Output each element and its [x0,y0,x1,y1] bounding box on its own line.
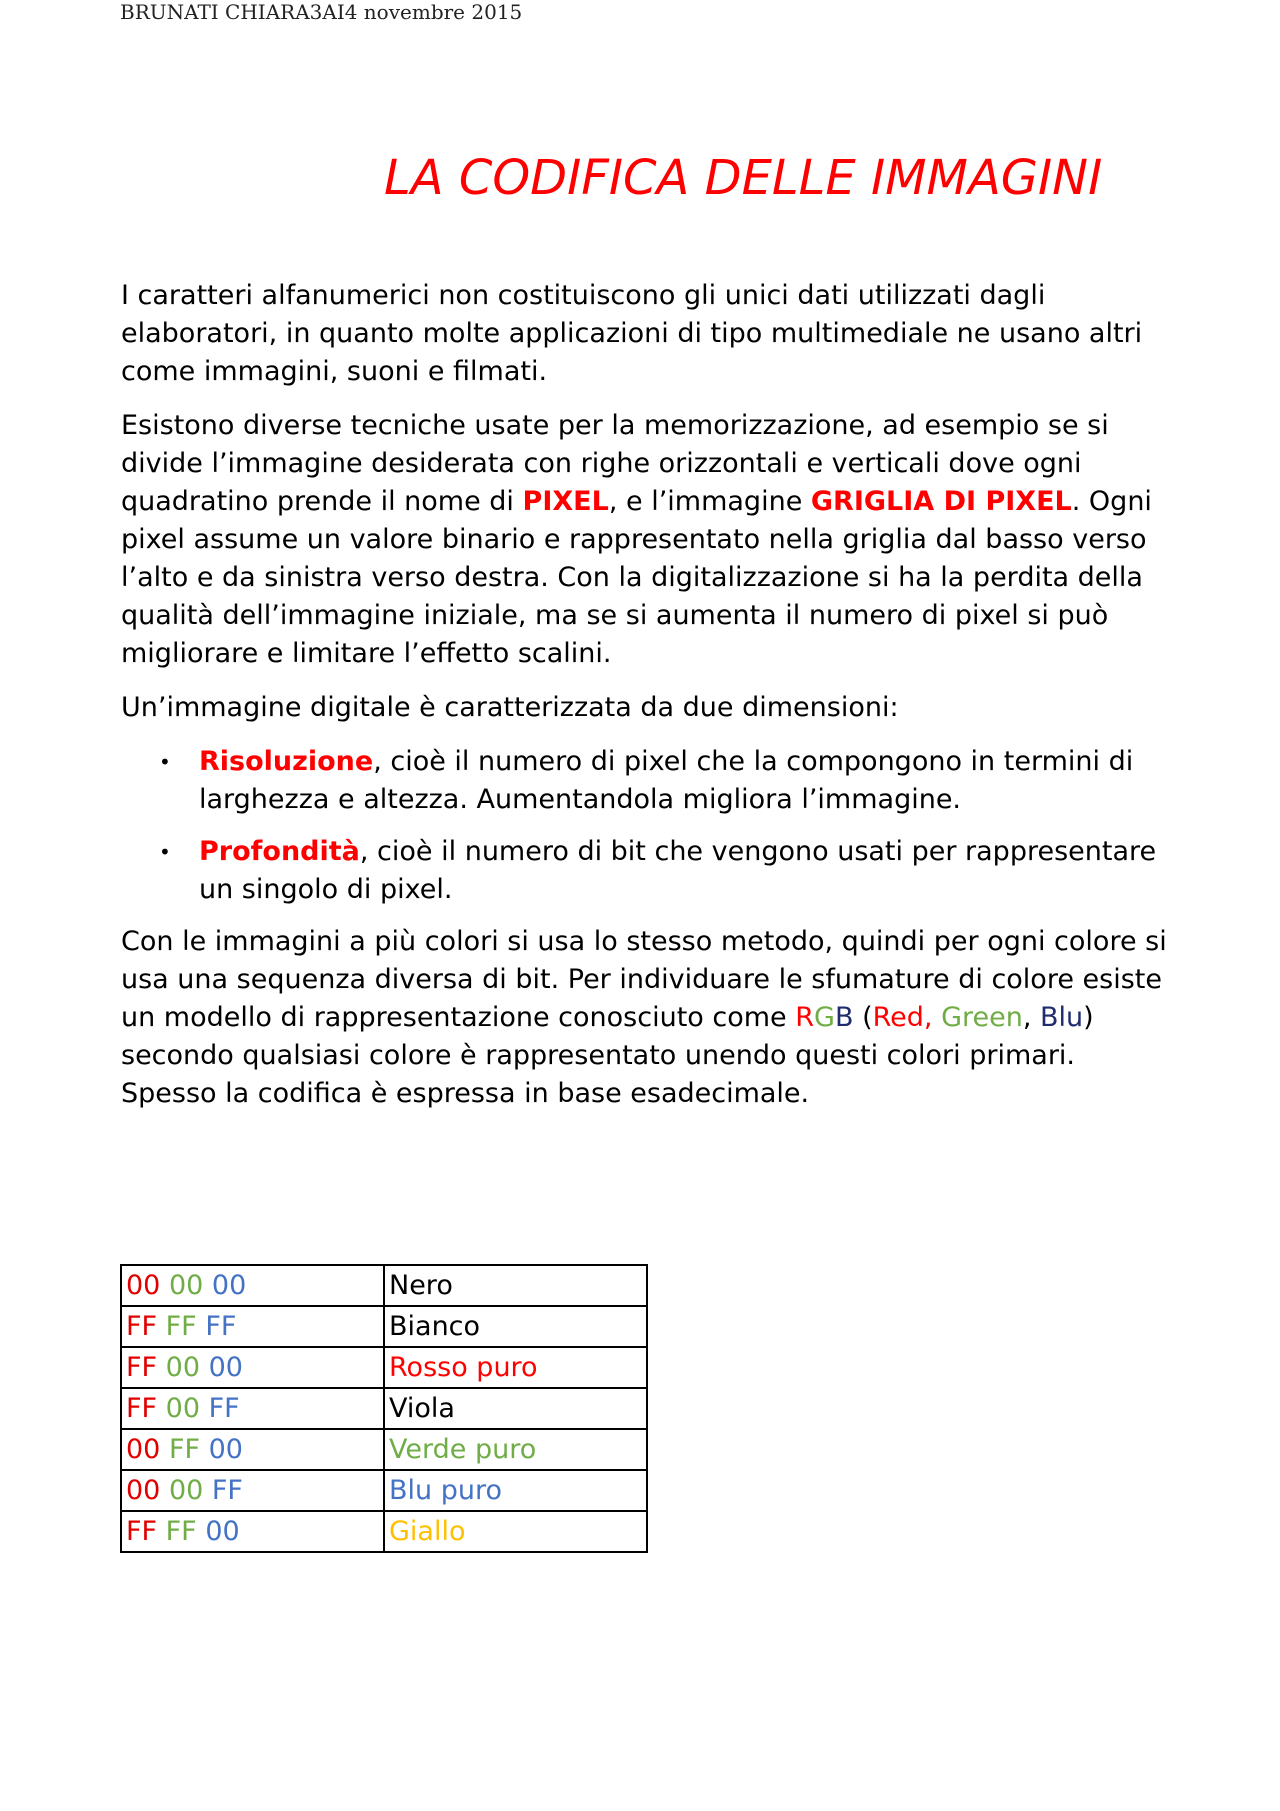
hex-g-value: FF [165,1516,197,1547]
hex-code-cell [121,1265,384,1306]
bullet-icon: • [159,750,171,774]
table-row [121,1388,647,1429]
document-header: BRUNATI CHIARA3AI4 novembre 2015 [120,0,523,24]
grid-term: GRIGLIA DI PIXEL [810,486,1072,517]
paragraph-dimensions: Un’immagine digitale è caratterizzata da due dimensioni: [121,692,899,723]
rgb-blu-word: Blu [1040,1002,1084,1033]
hex-b-value: 00 [208,1352,243,1383]
hex-b-value: FF [208,1393,240,1424]
hex-r-value: 00 [126,1475,161,1506]
color-name-cell: Rosso puro [384,1347,647,1388]
rgb-text-c: ) secondo qualsiasi colore è rappresentato unendo questi colori primari. Spesso la codifica è espressa in base esadecimale. [121,1002,1094,1109]
hex-code-cell [121,1347,384,1388]
document-body [121,277,1171,1129]
hex-b-value: FF [211,1475,243,1506]
hex-code-cell [121,1306,384,1347]
rgb-text-a: Con le immagini a più colori si usa lo stesso metodo, quindi per ogni colore si usa una sequenza diversa di bit. Per individuare le sfumature di colore esiste un modello di rappresentazione conosciuto come [121,926,1167,1033]
table-row [121,1265,647,1306]
hex-code-cell [121,1470,384,1511]
table-row [121,1306,647,1347]
page-title: LA CODIFICA DELLE IMMAGINI [384,150,1103,206]
hex-b-value: 00 [211,1270,247,1301]
list-item-text: , cioè il numero di pixel che la compongono in termini di larghezza e altezza. Aumentandola migliora l’immagine. [199,746,1134,815]
color-name-cell: Bianco [384,1306,647,1347]
hex-b-value: FF [205,1311,237,1342]
hex-r-value: FF [126,1352,158,1383]
hex-g-value: 00 [168,1270,204,1301]
rgb-comma: , [1022,1002,1041,1033]
pixel-text-b: , e l’immagine [608,486,811,517]
bullet-icon: • [159,840,171,864]
dimensions-list [121,743,1171,909]
table-row [121,1511,647,1552]
paragraph-intro: I caratteri alfanumerici non costituiscono gli unici dati utilizzati dagli elaboratori, in quanto molte applicazioni di tipo multimediale ne usano altri come immagini, suoni e filmati. [121,280,1143,387]
color-name-cell: Viola [384,1388,647,1429]
paragraph-rgb [121,923,1171,1113]
table-row [121,1470,647,1511]
color-name-cell: Blu puro [384,1470,647,1511]
rgb-green-word: Green [941,1002,1023,1033]
color-name-cell: Nero [384,1265,647,1306]
hex-b-value: 00 [208,1434,243,1465]
color-name-cell: Verde puro [384,1429,647,1470]
list-item-term: Risoluzione [199,746,374,777]
rgb-open: ( [853,1002,873,1033]
hex-r-value: FF [126,1516,158,1547]
table-row [121,1347,647,1388]
hex-r-value: 00 [126,1434,161,1465]
list-item-term: Profondità [199,836,360,867]
color-name-cell: Giallo [384,1511,647,1552]
pixel-text-a: Esistono diverse tecniche usate per la memorizzazione, ad esempio se si divide l’immagine desiderata con righe orizzontali e verticali dove ogni quadratino prende il nome di [121,410,1109,517]
rgb-letter-b: B [834,1002,854,1033]
list-item-text: , cioè il numero di bit che vengono usati per rappresentare un singolo di pixel. [199,836,1157,905]
paragraph-pixel [121,407,1171,673]
hex-code-cell [121,1429,384,1470]
hex-code-cell [121,1511,384,1552]
hex-g-value: FF [165,1311,197,1342]
color-codes-table [120,1264,648,1553]
rgb-letter-g: G [814,1002,835,1033]
rgb-space [933,1002,942,1033]
list-item [121,743,1171,819]
rgb-letter-r: R [795,1002,815,1033]
pixel-term: PIXEL [522,486,609,517]
hex-r-value: 00 [126,1270,161,1301]
hex-g-value: 00 [165,1393,201,1424]
hex-code-cell [121,1388,384,1429]
table-row [121,1429,647,1470]
rgb-red-word: Red, [872,1002,933,1033]
pixel-text-c: . Ogni pixel assume un valore binario e rappresentato nella griglia dal basso verso l’alto e da sinistra verso destra. Con la digitalizzazione si ha la perdita della qualità dell’immagine iniziale, ma se si aumenta il numero di pixel si può migliorare e limitare l’effetto scalini. [121,486,1152,669]
hex-r-value: FF [126,1393,158,1424]
hex-g-value: 00 [165,1352,201,1383]
hex-g-value: FF [168,1434,201,1465]
list-item [121,833,1171,909]
hex-g-value: 00 [168,1475,204,1506]
hex-r-value: FF [126,1311,158,1342]
hex-b-value: 00 [205,1516,240,1547]
